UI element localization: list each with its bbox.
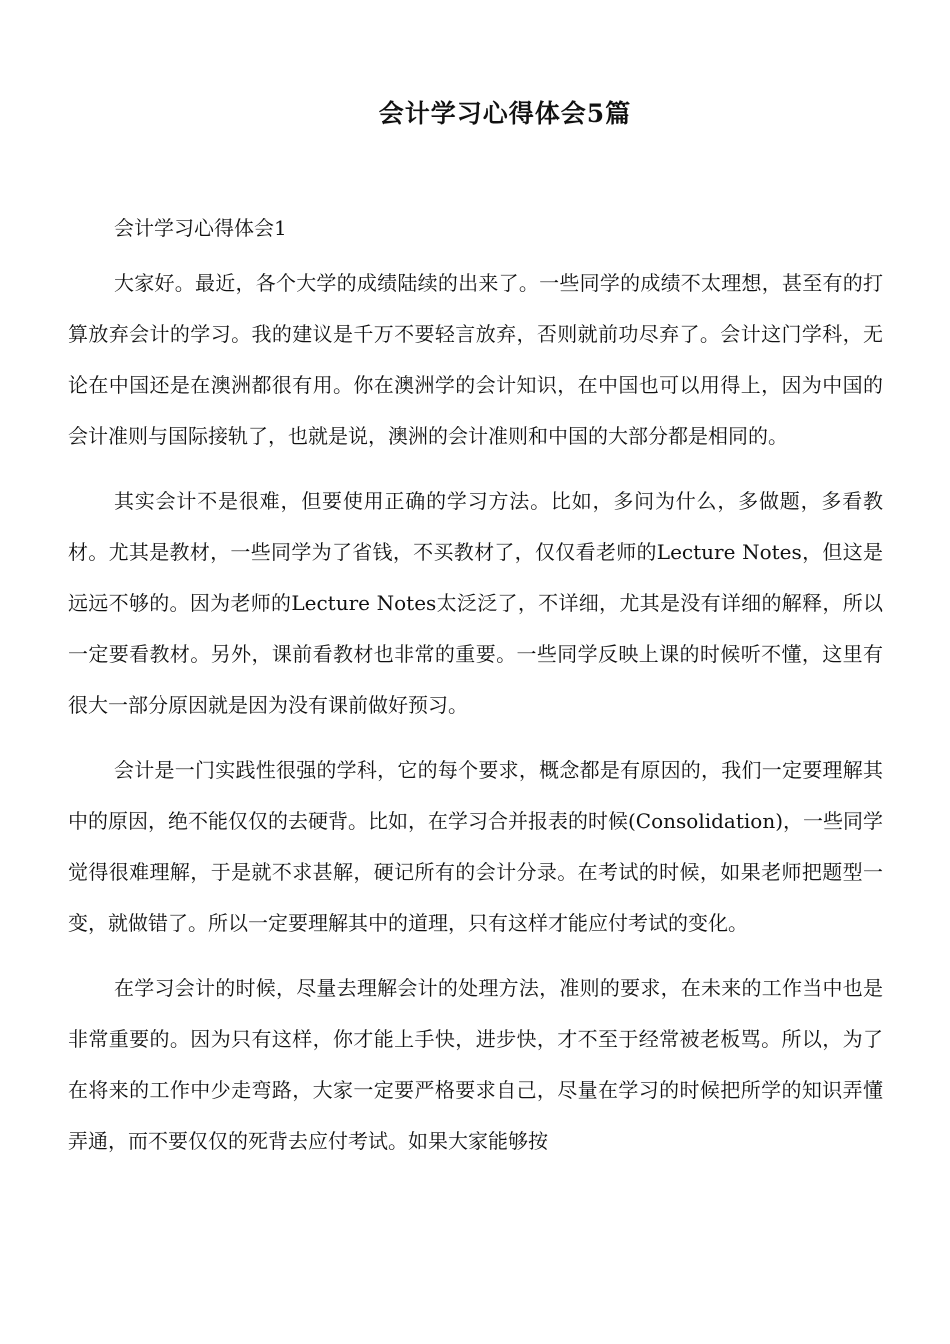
- section-heading: 会计学习心得体会1: [114, 216, 287, 240]
- paragraph-4: 在学习会计的时候，尽量去理解会计的处理方法，准则的要求，在未来的工作当中也是非常重要的。因为只有这样，你才能上手快，进步快，才不至于经常被老板骂。所以，为了在将来的工作中少走弯路，大家一定要严格要求自己，尽量在学习的时候把所学的知识弄懂弄通，而不要仅仅的死背去应付考试。如果大家能够按: [68, 976, 883, 1153]
- paragraph-2: 其实会计不是很难，但要使用正确的学习方法。比如，多问为什么，多做题，多看教材。尤其是教材，一些同学为了省钱，不买教材了，仅仅看老师的Lecture Notes，但这是远远不够的。因为老师的Lecture Notes太泛泛了，不详细，尤其是没有详细的解释，所以一定要看教材。另外，课前看教材也非常的重要。一些同学反映上课的时候听不懂，这里有很大一部分原因就是因为没有课前做好预习。: [68, 489, 883, 717]
- document-title: 会计学习心得体会5篇: [378, 99, 632, 128]
- paragraph-3: 会计是一门实践性很强的学科，它的每个要求，概念都是有原因的，我们一定要理解其中的原因，绝不能仅仅的去硬背。比如，在学习合并报表的时候(Consolidation)，一些同学觉得很难理解，于是就不求甚解，硬记所有的会计分录。在考试的时候，如果老师把题型一变，就做错了。所以一定要理解其中的道理，只有这样才能应付考试的变化。: [68, 758, 884, 935]
- document-body: [68, 210, 883, 1167]
- paragraph-1: 大家好。最近，各个大学的成绩陆续的出来了。一些同学的成绩不太理想，甚至有的打算放弃会计的学习。我的建议是千万不要轻言放弃，否则就前功尽弃了。会计这门学科，无论在中国还是在澳洲都很有用。你在澳洲学的会计知识，在中国也可以用得上，因为中国的会计准则与国际接轨了，也就是说，澳洲的会计准则和中国的大部分都是相同的。: [68, 271, 883, 448]
